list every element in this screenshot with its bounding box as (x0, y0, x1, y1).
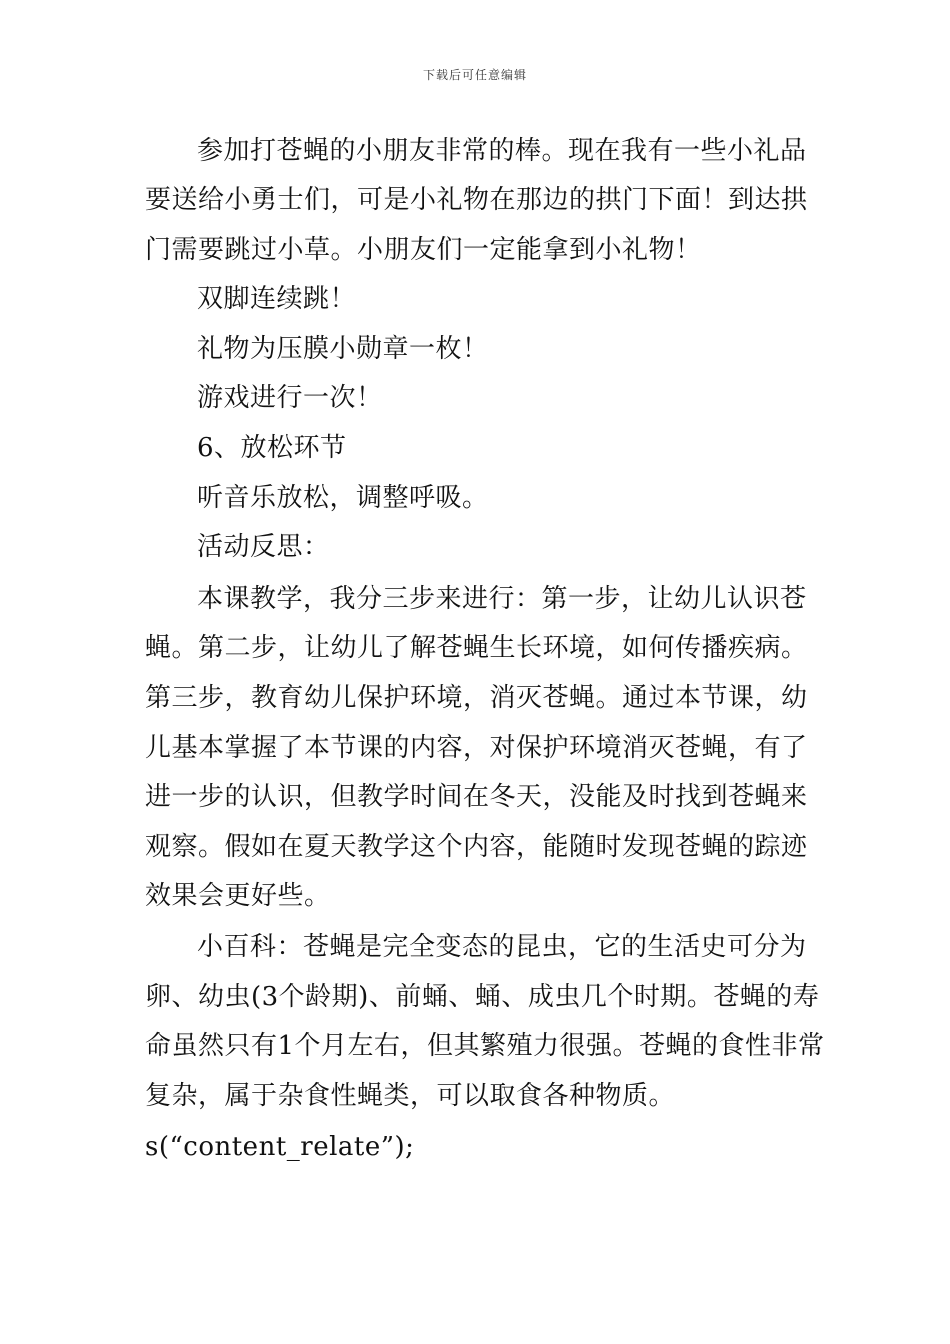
paragraph-line: 卵、幼虫(3个龄期)、前蛹、蛹、成虫几个时期。苍蝇的寿 (145, 982, 820, 1012)
paragraph-line: 第三步，教育幼儿保护环境，消灭苍蝇。通过本节课，幼 (145, 683, 808, 713)
paragraph-line: 游戏进行一次！ (197, 383, 383, 413)
paragraph-line: 参加打苍蝇的小朋友非常的棒。现在我有一些小礼品 (197, 136, 807, 166)
paragraph-line: 礼物为压膜小勋章一枚！ (197, 334, 489, 364)
paragraph-line: 命虽然只有1个月左右，但其繁殖力很强。苍蝇的食性非常 (145, 1031, 825, 1061)
paragraph-line: 蝇。第二步，让幼儿了解苍蝇生长环境，如何传播疾病。 (145, 633, 808, 663)
page-header: 下载后可任意编辑 (422, 68, 527, 82)
paragraph-line: 观察。假如在夏天教学这个内容，能随时发现苍蝇的踪迹 (145, 832, 808, 862)
code-line: s(“content_relate”); (145, 1132, 415, 1162)
paragraph-line: 效果会更好些。 (145, 881, 331, 911)
paragraph-line: 进一步的认识，但教学时间在冬天，没能及时找到苍蝇来 (145, 782, 808, 812)
paragraph-line: 小百科：苍蝇是完全变态的昆虫，它的生活史可分为 (197, 932, 807, 962)
paragraph-line: 儿基本掌握了本节课的内容，对保护环境消灭苍蝇，有了 (145, 733, 808, 763)
paragraph-line: 门需要跳过小草。小朋友们一定能拿到小礼物！ (145, 235, 702, 265)
section-heading: 活动反思： (197, 532, 330, 562)
paragraph-line: 本课教学，我分三步来进行：第一步，让幼儿认识苍 (197, 584, 807, 614)
paragraph-line: 复杂，属于杂食性蝇类，可以取食各种物质。 (145, 1081, 676, 1111)
section-heading: 6、放松环节 (197, 433, 347, 463)
paragraph-line: 双脚连续跳！ (197, 284, 357, 314)
paragraph-line: 要送给小勇士们，可是小礼物在那边的拱门下面！到达拱 (145, 185, 808, 215)
paragraph-line: 听音乐放松，调整呼吸。 (197, 483, 489, 513)
